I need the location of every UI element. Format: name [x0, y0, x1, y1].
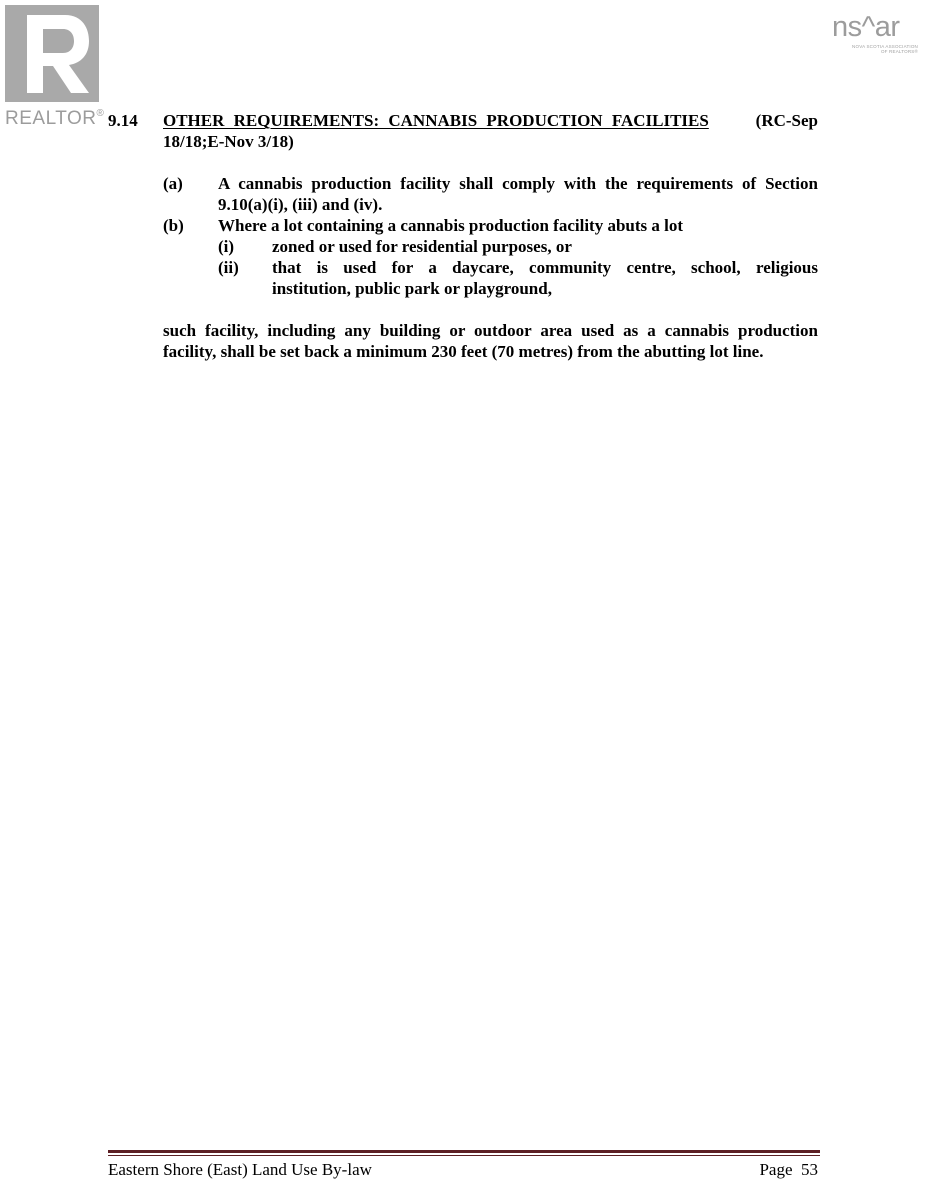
realtor-logo	[5, 5, 105, 130]
subitem-ii-line-2: institution, public park or playground,	[272, 279, 552, 298]
subitem-i-line-1: zoned or used for residential purposes, or	[272, 237, 572, 256]
footer-rule-thin	[108, 1155, 820, 1156]
nsar-logo	[832, 12, 924, 56]
item-a-label: (a)	[163, 174, 183, 193]
realtor-text: REALTOR	[5, 108, 97, 129]
section-number: 9.14	[108, 111, 138, 130]
closing-line-1: such facility, including any building or outdoor area used as a cannabis production	[163, 321, 818, 340]
section-amendment-1: (RC-Sep	[755, 111, 818, 130]
footer-title: Eastern Shore (East) Land Use By-law	[108, 1160, 372, 1179]
realtor-r-mark	[5, 5, 99, 102]
item-a-line-2: 9.10(a)(i), (iii) and (iv).	[218, 195, 383, 214]
subitem-ii-label: (ii)	[218, 258, 239, 277]
section-title: OTHER REQUIREMENTS: CANNABIS PRODUCTION FACILITIES	[163, 111, 709, 130]
registered-mark: ®	[96, 108, 105, 119]
item-a-line-1: A cannabis production facility shall comply with the requirements of Section	[218, 174, 818, 193]
closing-line-2: facility, shall be set back a minimum 230 feet (70 metres) from the abutting lot line.	[163, 342, 764, 361]
item-b-label: (b)	[163, 216, 184, 235]
section-amendment-2: 18/18;E-Nov 3/18)	[163, 132, 294, 151]
subitem-i-label: (i)	[218, 237, 235, 256]
footer-rule-thick	[108, 1150, 820, 1153]
realtor-wordmark	[5, 108, 104, 130]
footer-page-number: Page 53	[759, 1160, 818, 1179]
item-b-line-1: Where a lot containing a cannabis production facility abuts a lot	[218, 216, 684, 235]
subitem-ii-line-1: that is used for a daycare, community centre, school, religious	[272, 258, 818, 277]
nsar-subtitle-line-1: NOVA SCOTIA ASSOCIATION	[852, 44, 918, 49]
nsar-subtitle-line-2: OF REALTORS®	[880, 49, 918, 54]
nsar-subtitle	[852, 44, 918, 54]
nsar-wordmark: ns^ar	[832, 11, 900, 43]
